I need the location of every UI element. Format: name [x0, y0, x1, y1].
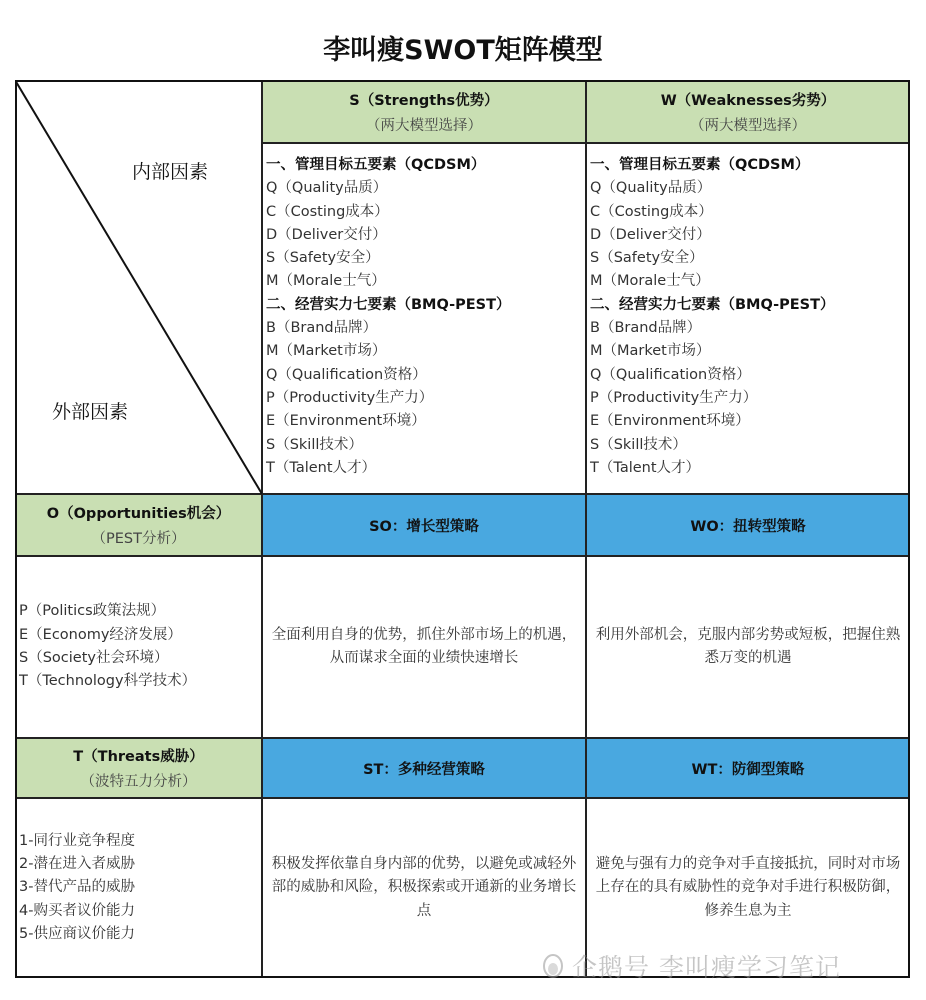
list-item: 一、管理目标五要素（QCDSM）: [266, 157, 486, 173]
weaknesses-header: [586, 80, 910, 143]
list-item: Q（Qualification资格）: [590, 366, 751, 383]
threats-subheading: （波特五力分析）: [80, 774, 197, 790]
opportunities-subheading: （PEST分析）: [91, 531, 186, 547]
strengths-subheading: （两大模型选择）: [366, 117, 482, 134]
list-item: 一、管理目标五要素（QCDSM）: [590, 157, 810, 173]
list-item: C（Costing成本）: [590, 203, 713, 220]
list-item: T（Talent人才）: [266, 459, 377, 476]
list-item: S（Society社会环境）: [19, 650, 169, 666]
list-item: B（Brand品牌）: [590, 320, 702, 337]
list-item: P（Politics政策法规）: [19, 603, 166, 620]
wo-strategy-label: WO：扭转型策略: [586, 494, 910, 556]
threats-heading: T（Threats威胁）: [73, 749, 204, 765]
list-item: 二、经营实力七要素（BMQ-PEST）: [590, 296, 835, 313]
internal-factors-label: 内部因素: [132, 161, 209, 183]
list-item: M（Morale士气）: [266, 273, 386, 290]
list-item: C（Costing成本）: [266, 203, 389, 220]
list-item: E（Environment环境）: [590, 413, 750, 430]
strengths-heading: S（Strengths优势）: [349, 92, 499, 109]
list-item: B（Brand品牌）: [266, 320, 378, 337]
list-item: 1-同行业竞争程度: [19, 832, 135, 849]
list-item: 4-购买者议价能力: [19, 902, 135, 919]
list-item: S（Safety安全）: [590, 250, 704, 267]
page-title: 李叫瘦SWOT矩阵模型: [323, 35, 603, 66]
list-item: S（Safety安全）: [266, 250, 380, 267]
wo-description: 利用外部机会，克服内部劣势或短板，把握住熟悉万变的机遇: [595, 626, 901, 666]
list-item: M（Market市场）: [266, 343, 387, 360]
so-strategy-text: [262, 556, 586, 738]
so-description: 全面利用自身的优势，抓住外部市场上的机遇，从而谋求全面的业绩快速增长: [271, 626, 577, 666]
penguin-icon: [540, 952, 566, 978]
list-item: E（Environment环境）: [266, 413, 426, 430]
threats-header: [15, 738, 262, 798]
list-item: D（Deliver交付）: [266, 226, 387, 243]
corner-cell: [15, 80, 262, 494]
opportunities-header: [15, 494, 262, 556]
list-item: 二、经营实力七要素（BMQ-PEST）: [266, 296, 511, 313]
weaknesses-heading: W（Weaknesses劣势）: [660, 92, 836, 109]
swot-matrix: [15, 80, 910, 978]
watermark-text: 企鹅号 李叫瘦学习笔记: [572, 953, 841, 982]
st-strategy-text: [262, 798, 586, 978]
list-item: S（Skill技术）: [590, 436, 687, 453]
so-strategy-label: SO：增长型策略: [262, 494, 586, 556]
wt-strategy-label: WT：防御型策略: [586, 738, 910, 798]
watermark: [572, 948, 841, 984]
list-item: S（Skill技术）: [266, 436, 363, 453]
list-item: 2-潜在进入者威胁: [19, 856, 135, 873]
strengths-header: [262, 80, 586, 143]
external-factors-label: 外部因素: [52, 401, 129, 423]
list-item: M（Morale士气）: [590, 273, 710, 290]
st-description: 积极发挥依靠自身内部的优势，以避免或减轻外部的威胁和风险，积极探索或开通新的业务增长点: [271, 855, 577, 919]
opportunities-list: [15, 556, 262, 738]
list-item: D（Deliver交付）: [590, 226, 711, 243]
list-item: T（Talent人才）: [590, 459, 701, 476]
list-item: E（Economy经济发展）: [19, 626, 182, 643]
list-item: 3-替代产品的威胁: [19, 879, 135, 896]
wo-strategy-text: [586, 556, 910, 738]
st-strategy-label: ST：多种经营策略: [262, 738, 586, 798]
wt-description: 避免与强有力的竞争对手直接抵抗，同时对市场上存在的具有威胁性的竞争对手进行积极防御，修养生息为主: [595, 855, 901, 919]
list-item: M（Market市场）: [590, 343, 711, 360]
list-item: Q（Quality品质）: [266, 180, 388, 197]
weaknesses-subheading: （两大模型选择）: [690, 117, 806, 134]
opportunities-heading: O（Opportunities机会）: [46, 506, 231, 522]
list-item: Q（Quality品质）: [590, 180, 712, 197]
list-item: T（Technology科学技术）: [19, 673, 197, 690]
list-item: 5-供应商议价能力: [19, 925, 135, 942]
list-item: P（Productivity生产力）: [590, 389, 758, 406]
threats-list: [15, 798, 262, 978]
strengths-list: [262, 143, 586, 494]
list-item: P（Productivity生产力）: [266, 389, 434, 406]
list-item: Q（Qualification资格）: [266, 366, 427, 383]
diagonal-line: [15, 80, 262, 494]
weaknesses-list: [586, 143, 910, 494]
